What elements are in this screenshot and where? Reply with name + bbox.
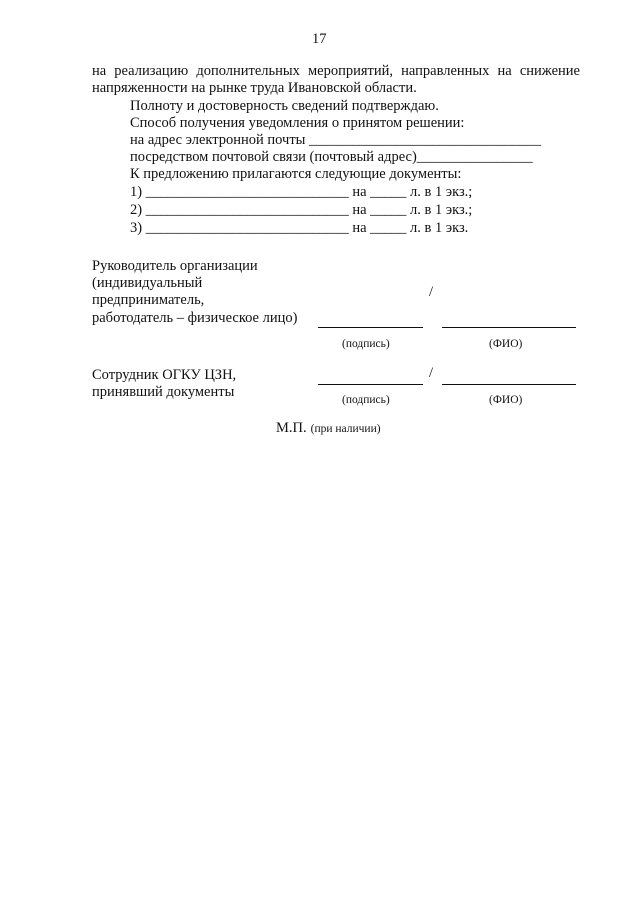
attachment-name-field[interactable]: ____________________________ (145, 202, 349, 218)
signatory1-slash: / (429, 284, 434, 300)
page-number: 17 (312, 31, 327, 47)
attachment-on-label: на (352, 184, 367, 200)
attachment-name-field[interactable]: ____________________________ (145, 220, 349, 236)
signatory2-name-caption: (ФИО) (489, 394, 523, 406)
attachment-row (130, 183, 472, 201)
attachment-number: 3) (130, 220, 143, 236)
signatory2-slash: / (429, 365, 434, 381)
signatory1-name-caption: (ФИО) (489, 338, 523, 350)
signatory2-title-line: Сотрудник ОГКУ ЦЗН, (92, 367, 237, 383)
signatory1-title-line: работодатель – физическое лицо) (92, 310, 298, 326)
stamp-placeholder (276, 419, 381, 437)
signatory2-signature-caption: (подпись) (342, 394, 390, 406)
attachment-name-field[interactable]: ____________________________ (145, 184, 349, 200)
attachment-row (130, 201, 472, 219)
attachment-suffix: л. в 1 экз.; (410, 202, 473, 218)
signatory1-title-line: предприниматель, (92, 292, 205, 308)
stamp-label: М.П. (276, 420, 307, 436)
attachment-pages-field[interactable]: _____ (370, 202, 407, 218)
attachment-row (130, 219, 468, 237)
attachment-number: 2) (130, 202, 143, 218)
attachment-suffix: л. в 1 экз. (410, 220, 469, 236)
stamp-note: (при наличии) (310, 423, 381, 435)
paragraph-line-1: на реализацию дополнительных мероприятий, направленных на снижение (92, 63, 580, 79)
postal-address-field[interactable]: посредством почтовой связи (почтовый адрес)________________ (130, 149, 533, 165)
attachment-suffix: л. в 1 экз.; (410, 184, 473, 200)
notification-method-heading: Способ получения уведомления о принятом решении: (130, 115, 465, 131)
signatory2-signature-line[interactable] (318, 384, 423, 385)
signatory1-signature-line[interactable] (318, 327, 423, 328)
attachment-pages-field[interactable]: _____ (370, 184, 407, 200)
signatory1-name-line[interactable] (442, 327, 576, 328)
signatory1-title-line: (индивидуальный (92, 275, 203, 291)
signatory1-signature-caption: (подпись) (342, 338, 390, 350)
email-field[interactable]: на адрес электронной почты ________________________________ (130, 132, 542, 148)
confirmation-text: Полноту и достоверность сведений подтверждаю. (130, 98, 439, 114)
attachment-pages-field[interactable]: _____ (370, 220, 407, 236)
attachment-on-label: на (352, 202, 367, 218)
signatory1-title-line: Руководитель организации (92, 258, 258, 274)
attachment-on-label: на (352, 220, 367, 236)
paragraph-line-2: напряженности на рынке труда Ивановской области. (92, 80, 417, 96)
signatory2-name-line[interactable] (442, 384, 576, 385)
signatory2-title-line: принявший документы (92, 384, 235, 400)
attachments-heading: К предложению прилагаются следующие документы: (130, 166, 462, 182)
attachment-number: 1) (130, 184, 143, 200)
